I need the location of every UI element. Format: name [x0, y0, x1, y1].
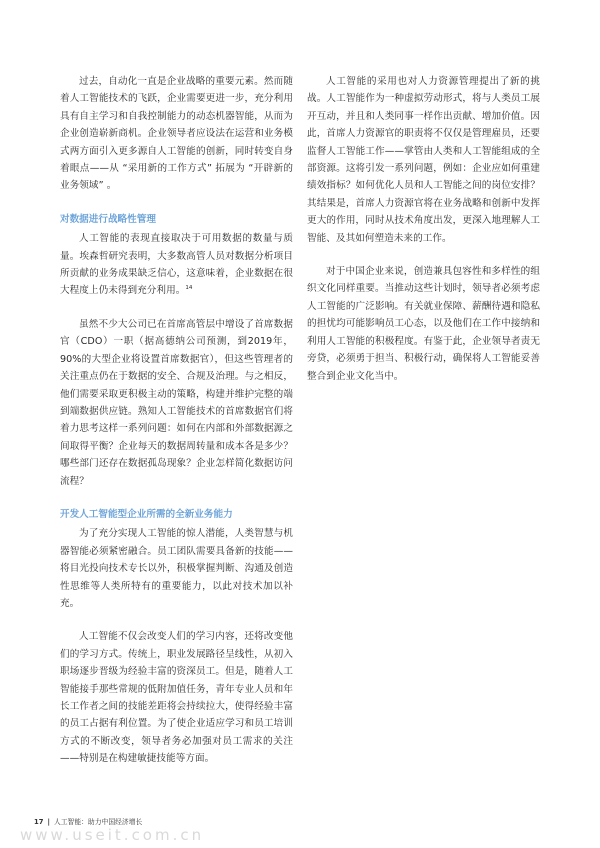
paragraph-cdo: 虽然不少大公司已在首席高管层中增设了首席数据官（CDO）一职（据高德纳公司预测，到2019年，90%的大型企业将设置首席数据官），但这些管理者的关注重点仍在于数据的安全、合规及治理。与之相反，他们需要采取更积极主动的策略，构建并维护完整的端到端数据供应链。熟知人工智能技术的首席数据官们将着力思考这样一系列问题：如何在内部和外部数据源之间取得平衡？企业每天的数据周转量和成本各是多少？哪些部门还存在数据孤岛现象？企业怎样简化数据访问流程？: [60, 318, 293, 487]
paragraph-hr-challenge: 人工智能的采用也对人力资源管理提出了新的挑战。人工智能作为一种虚拟劳动形式，将与人类员工展开互动，并且和人类同事一样作出贡献、增加价值。因此，首席人力资源官的职责将不仅仅是管理雇员，还要监督人工智能工作——掌管由人类和人工智能组成的全部资源。这将引发一系列问题，例如：企业应如何重建绩效指标？如何优化人员和人工智能之间的岗位安排？其结果是，首席人力资源官将在业务战略和创新中发挥更大的作用，同时从技术角度出发，更深入地理解人工智能、及其如何塑造未来的工作。: [307, 76, 540, 244]
paragraph-learning: 人工智能不仅会改变人们的学习内容，还将改变他们的学习方式。传统上，职业发展路径呈线性，从初入职场逐步晋级为经验丰富的资深员工。但是，随着人工智能接手那些常规的低附加值任务，青年专业人员和年长工作者之间的技能差距将会持续拉大，使得经验丰富的员工占据有利位置。为了使企业适应学习和员工培训方式的不断改变，领导者务必加强对员工需求的关注——特别是在构建敏捷技能等方面。: [60, 631, 293, 765]
footnote-ref: 14: [185, 285, 193, 292]
footer-separator: |: [47, 818, 50, 826]
paragraph-automation: 过去，自动化一直是企业战略的重要元素。然而随着人工智能技术的飞跃，企业需要更进一步，充分利用具有自主学习和自我控制能力的动态机器智能，从而为企业创造崭新商机。企业领导者应设法在运营和业务模式两方面引入更多源自人工智能的创新，同时转变自身着眼点——从 “采用新的工作方式” 拓展为 “开辟新的业务领域” 。: [60, 76, 293, 192]
paragraph-culture: 对于中国企业来说，创造兼具包容性和多样性的组织文化同样重要。当推动这些计划时，领导者必须考虑人工智能的广泛影响。有关就业保障、薪酬待遇和隐私的担忧均可能影响员工心态，以及他们在工作中接纳和利用人工智能的积极程度。有鉴于此，企业领导者责无旁贷，必须勇于担当、积极行动，确保将人工智能妥善整合到企业文化当中。: [307, 266, 540, 382]
paragraph-data-quality: [60, 230, 293, 300]
heading-data-management: 对数据进行战略性管理: [60, 213, 156, 225]
page-footer: [34, 816, 142, 826]
watermark: www.useit.com.cn: [20, 826, 205, 844]
page-number: 17: [34, 818, 44, 826]
right-column: [307, 73, 540, 401]
footer-title: 人工智能：助力中国经济增长: [53, 818, 143, 826]
paragraph-data-quality-text: 人工智能的表现直接取决于可用数据的数量与质量。埃森哲研究表明，大多数高管人员对数据分析项目所贡献的业务成果缺乏信心，这意味着，企业数据在很大程度上仍未得到充分利用。: [60, 233, 293, 297]
paragraph-human-machine: 为了充分实现人工智能的惊人潜能，人类智慧与机器智能必须紧密融合。员工团队需要具备新的技能——将目光投向技术专长以外，积极掌握判断、沟通及创造性思维等人类所特有的重要能力，以此对技术加以补充。: [60, 528, 293, 609]
left-column: [60, 73, 293, 784]
heading-new-capabilities: 开发人工智能型企业所需的全新业务能力: [60, 508, 233, 520]
